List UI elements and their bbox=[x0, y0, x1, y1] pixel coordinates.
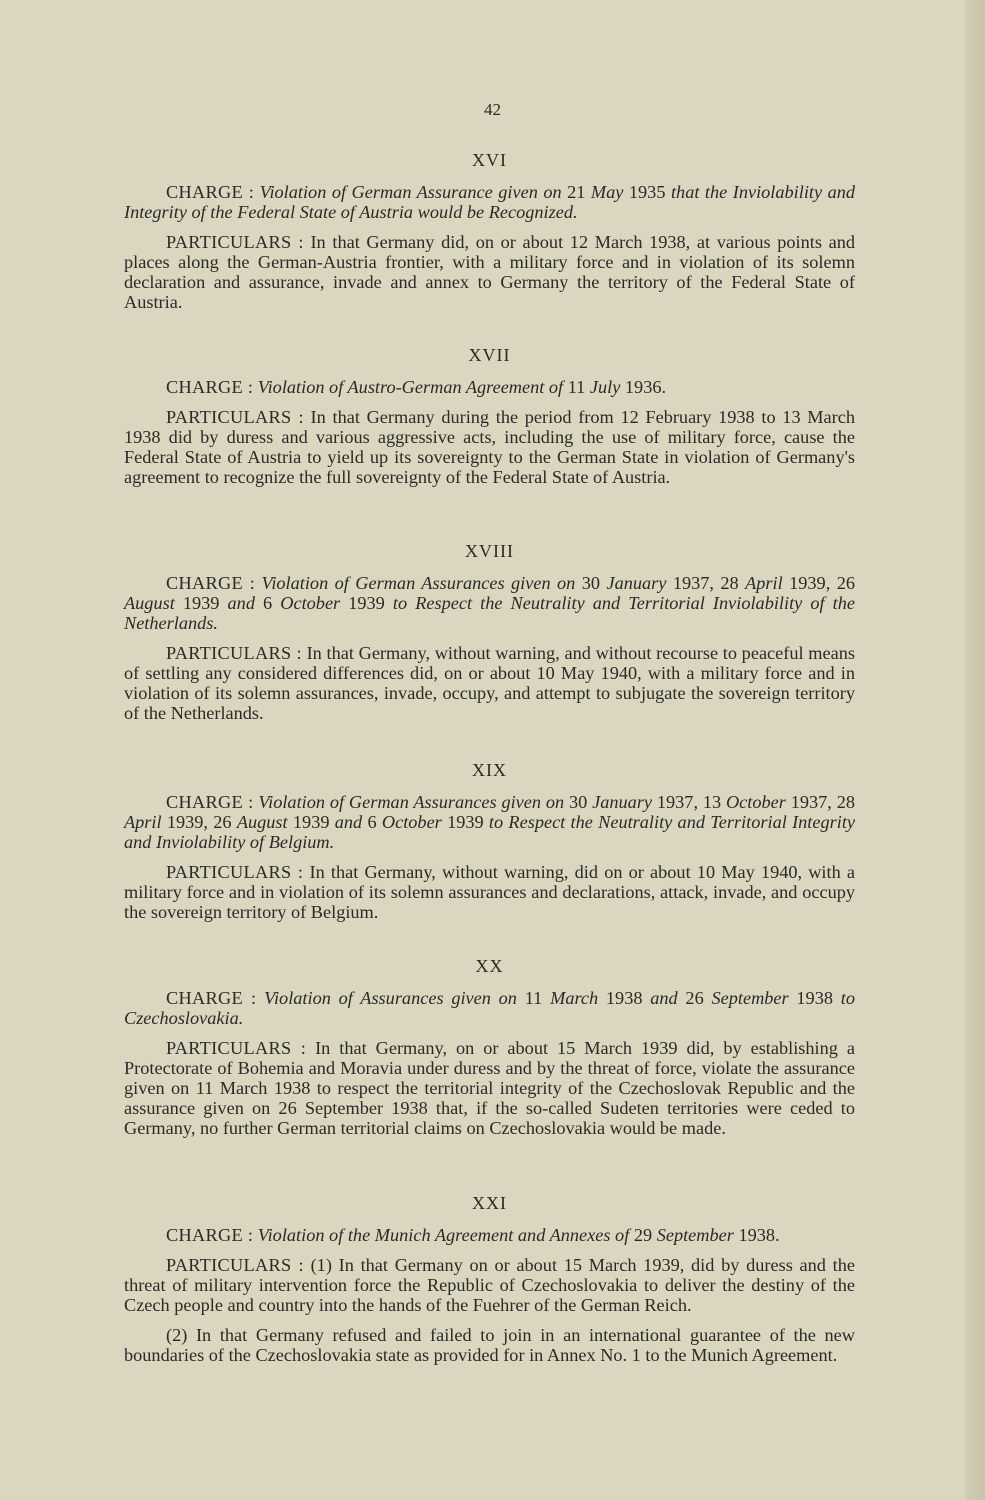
particulars-label: PARTICULARS : bbox=[166, 1038, 307, 1058]
charge-text-italic: October bbox=[725, 792, 786, 812]
charge-label: CHARGE : bbox=[166, 573, 256, 593]
section-xvi bbox=[124, 150, 855, 322]
charge-label: CHARGE : bbox=[166, 792, 254, 812]
charge-text-italic: and bbox=[650, 988, 678, 1008]
particulars-paragraph bbox=[124, 1325, 855, 1365]
charge-text: 30 bbox=[564, 792, 593, 812]
charge-text: 1939, 26 bbox=[161, 812, 237, 832]
particulars-label: PARTICULARS : bbox=[166, 232, 304, 252]
particulars-text: In that Germany did, on or about 12 March 1938, at various points and places along the German-Austria frontier, with a military force and in violation of its solemn declaration and assurance, invade and annex to Germany the territory of the Federal State of Austria. bbox=[124, 232, 855, 312]
charge-text-italic: Violation of Assurances given on bbox=[264, 988, 517, 1008]
charge-text-italic: that the Inviolability and Integrity of the Federal State of Austria would be Recognized. bbox=[124, 182, 856, 222]
charge-text-italic: August bbox=[124, 593, 175, 613]
charge-text: 1939 bbox=[340, 593, 393, 613]
charge-text-italic: August bbox=[236, 812, 288, 832]
section-numeral: XIX bbox=[472, 760, 507, 780]
charge-text: 1939 bbox=[441, 812, 489, 832]
charge-label: CHARGE : bbox=[166, 377, 254, 397]
charge-text: 26 bbox=[677, 988, 712, 1008]
particulars-text: In that Germany, without warning, did on or about 10 May 1940, with a military force and in violation of its solemn assurances and declarations, attack, invade, and occupy the sovereign territory of Belgium. bbox=[124, 862, 855, 922]
charge-text-italic: January bbox=[592, 792, 653, 812]
section-numeral: XVIII bbox=[465, 541, 514, 561]
charge-text-italic: January bbox=[606, 573, 667, 593]
particulars-label: PARTICULARS : bbox=[166, 643, 302, 663]
particulars-text: In that Germany, on or about 15 March 1939 did, by establishing a Protectorate of Bohemia and Moravia under duress and by the threat of force, violate the assurance given on 11 March 1938 to respect the territorial integrity of the Czechoslovak Republic and the assurance given on 26 September 1938 that, if the so-called Sudeten territories were ceded to Germany, no further German territorial claims on Czechoslovakia would be made. bbox=[124, 1038, 855, 1138]
particulars-label: PARTICULARS : bbox=[166, 862, 304, 882]
charge-text: 1937, 28 bbox=[666, 573, 746, 593]
charge-text: 1937, 28 bbox=[785, 792, 855, 812]
charge-text-italic: April bbox=[124, 812, 162, 832]
section-numeral: XXI bbox=[472, 1193, 507, 1213]
charge-text-italic: September bbox=[656, 1225, 734, 1245]
charge-paragraph bbox=[124, 1225, 855, 1245]
section-numeral: XX bbox=[475, 956, 504, 976]
charge-text-italic: October bbox=[381, 812, 442, 832]
section-xvii bbox=[124, 345, 855, 497]
charge-text-italic: to Respect the Neutrality and Territorial Inviolability of the Netherlands. bbox=[124, 593, 855, 633]
charge-label: CHARGE : bbox=[166, 1225, 254, 1245]
charge-text-italic: Violation of German Assurances given on bbox=[258, 792, 565, 812]
charge-text: 1936. bbox=[620, 377, 667, 397]
charge-paragraph bbox=[124, 377, 855, 397]
particulars-text: In that Germany, without warning, and without recourse to peaceful means of settling any considered differences did, on or about 10 May 1940, with a military force and in violation of its solemn assurances, invade, occupy, and attempt to subjugate the sovereign territory of the Netherlands. bbox=[124, 643, 855, 723]
charge-paragraph bbox=[124, 573, 855, 633]
charge-paragraph bbox=[124, 182, 855, 222]
charge-text: 11 bbox=[563, 377, 590, 397]
charge-label: CHARGE : bbox=[166, 988, 257, 1008]
charge-text-italic: to Respect the Neutrality and Territorial Integrity and Inviolability of Belgium. bbox=[124, 812, 856, 852]
charge-text-italic: and bbox=[227, 593, 255, 613]
section-xviii bbox=[124, 541, 855, 733]
charge-text-italic: to Czechoslovakia. bbox=[124, 988, 855, 1028]
charge-text-italic: September bbox=[711, 988, 789, 1008]
charge-text: 1935 bbox=[623, 182, 671, 202]
charge-text bbox=[256, 988, 264, 1008]
charge-text: 1939, 26 bbox=[782, 573, 855, 593]
charge-text-italic: Violation of the Munich Agreement and Annexes of bbox=[257, 1225, 630, 1245]
charge-text: 1939 bbox=[174, 593, 228, 613]
charge-paragraph bbox=[124, 792, 855, 852]
particulars-paragraph bbox=[124, 862, 855, 922]
charge-text-italic: Violation of German Assurance given on bbox=[259, 182, 562, 202]
charge-text: 11 bbox=[516, 988, 551, 1008]
section-numeral: XVI bbox=[472, 150, 507, 170]
charge-text: 1939 bbox=[287, 812, 335, 832]
page-number: 42 bbox=[484, 100, 501, 119]
particulars-paragraph bbox=[124, 232, 855, 312]
charge-text: 30 bbox=[575, 573, 607, 593]
charge-text: 21 bbox=[561, 182, 591, 202]
section-xxi bbox=[124, 1193, 855, 1375]
particulars-text: (2) In that Germany refused and failed to join in an international guarantee of the new boundaries of the Czechoslovakia state as provided for in Annex No. 1 to the Munich Agreement. bbox=[124, 1325, 855, 1365]
charge-text-italic: March bbox=[550, 988, 599, 1008]
section-xix bbox=[124, 760, 855, 932]
charge-text: 1938 bbox=[788, 988, 841, 1008]
charge-text: 1938 bbox=[598, 988, 651, 1008]
charge-text: 29 bbox=[629, 1225, 657, 1245]
charge-text: 1937, 13 bbox=[652, 792, 726, 812]
particulars-text: (1) In that Germany on or about 15 March 1939, did by duress and the threat of military intervention force the Republic of Czechoslovakia to deliver the destiny of the Czech people and country into the hands of the Fuehrer of the German Reich. bbox=[124, 1255, 855, 1315]
paper-edge bbox=[965, 0, 985, 1500]
particulars-label: PARTICULARS : bbox=[166, 407, 304, 427]
charge-text-italic: October bbox=[280, 593, 341, 613]
particulars-paragraph bbox=[124, 1038, 855, 1138]
charge-text-italic: April bbox=[745, 573, 783, 593]
section-numeral: XVII bbox=[468, 345, 511, 365]
particulars-paragraph bbox=[124, 1255, 855, 1315]
charge-label: CHARGE : bbox=[166, 182, 255, 202]
charge-text: 6 bbox=[254, 593, 281, 613]
charge-text-italic: May bbox=[590, 182, 624, 202]
charge-text-italic: July bbox=[589, 377, 621, 397]
charge-paragraph bbox=[124, 988, 855, 1028]
charge-text-italic: Violation of German Assurances given on bbox=[261, 573, 576, 593]
particulars-paragraph bbox=[124, 643, 855, 723]
charge-text: 6 bbox=[362, 812, 382, 832]
charge-text: 1938. bbox=[733, 1225, 780, 1245]
particulars-text: In that Germany during the period from 12 February 1938 to 13 March 1938 did by duress and various aggressive acts, including the use of military force, cause the Federal State of Austria to yield up its sovereignty to the German State in violation of Germany's agreement to recognize the full sovereignty of the Federal State of Austria. bbox=[124, 407, 855, 487]
section-xx bbox=[124, 956, 855, 1148]
charge-text-italic: Violation of Austro-German Agreement of bbox=[257, 377, 564, 397]
particulars-label: PARTICULARS : bbox=[166, 1255, 304, 1275]
particulars-paragraph bbox=[124, 407, 855, 487]
charge-text-italic: and bbox=[334, 812, 363, 832]
